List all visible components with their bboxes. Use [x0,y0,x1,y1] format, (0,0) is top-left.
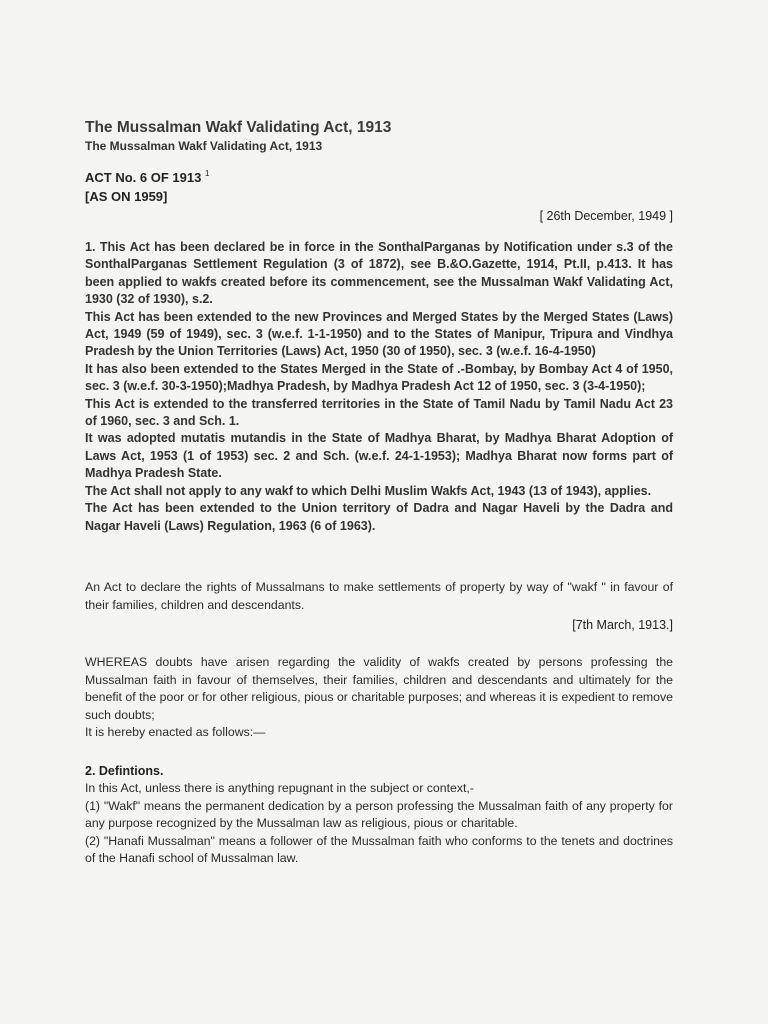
definition-wakf: (1) "Wakf" means the permanent dedication by a person professing the Mussalman faith of any property for any purpose recognized by the Mussalman law as religious, pious or charitable. [85,798,673,831]
definition-hanafi: (2) "Hanafi Mussalman" means a follower of the Mussalman faith who conforms to the tenets and doctrines of the Hanafi school of Mussalman law. [85,833,673,866]
page-content [85,118,673,868]
footnote-paragraph: This Act is extended to the transferred territories in the State of Tamil Nadu by Tamil Nadu Act 23 of 1960, sec. 3 and Sch. 1. [85,396,673,429]
footnote-paragraph: It has also been extended to the States Merged in the State of .-Bombay, by Bombay Act 4 of 1950, sec. 3 (w.e.f. 30-3-1950);Madhya Pradesh, by Madhya Pradesh Act 12 of 1950, sec. 3 (3-4-1950); [85,361,673,394]
whereas-text: WHEREAS doubts have arisen regarding the validity of wakfs created by persons professing the Mussalman faith in favour of themselves, their families, children and descendants and ultimately for the benefit of the poor or for other religious, pious or charitable purposes; and whereas it is expedient to remove such doubts; [85,655,673,722]
footnote-paragraph: The Act shall not apply to any wakf to which Delhi Muslim Wakfs Act, 1943 (13 of 1943), applies. [85,483,652,498]
footnote-mark: 1 [204,169,210,178]
intro-text: An Act to declare the rights of Mussalmans to make settlements of property by way of "wakf " in favour of their families, children and descendants. [85,579,673,612]
act-number-text: ACT No. 6 OF 1913 [85,170,202,185]
enacted-text: It is hereby enacted as follows:— [85,725,266,740]
page-title: The Mussalman Wakf Validating Act, 1913 [85,119,392,136]
section-2-lead: In this Act, unless there is anything repugnant in the subject or context,- [85,781,474,796]
as-on-label: [AS ON 1959] [85,189,168,204]
act-number [85,164,673,187]
act-intro [85,579,673,634]
section-2-body [85,780,673,868]
preamble [85,654,673,742]
date-top: [ 26th December, 1949 ] [539,209,673,223]
footnote-paragraph: The Act has been extended to the Union territory of Dadra and Nagar Haveli by the Dadra and Nagar Haveli (Laws) Regulation, 1963 (6 of 1963). [85,501,673,533]
page-subtitle: The Mussalman Wakf Validating Act, 1913 [85,139,323,153]
footnote-paragraph: It was adopted mutatis mutandis in the State of Madhya Bharat, by Madhya Bharat Adoption of Laws Act, 1953 (1 of 1953) sec. 2 and Sch. (w.e.f. 24-1-1953); Madhya Bharat now forms part of Madhya Pradesh State. [85,431,673,481]
section-2-heading: 2. Defintions. [85,764,164,779]
footnotes [85,239,673,535]
date-act: [7th March, 1913.] [572,618,673,633]
footnote-paragraph: 1. This Act has been declared be in force in the SonthalParganas by Notification under s.3 of the SonthalParganas Settlement Regulation (3 of 1872), see B.&O.Gazette, 1914, Pt.II, p.413. It has been applied to wakfs created before its commencement, see the Mussalman Wakf Validating Act, 1930 (32 of 1930), s.2. [85,240,673,307]
footnote-paragraph: This Act has been extended to the new Provinces and Merged States by the Merged States (Laws) Act, 1949 (59 of 1949), sec. 3 (w.e.f. 1-1-1950) and to the States of Manipur, Tripura and Vindhya Pradesh by the Union Territories (Laws) Act, 1950 (30 of 1950), sec. 3 (w.e.f. 16-4-1950) [85,309,673,359]
